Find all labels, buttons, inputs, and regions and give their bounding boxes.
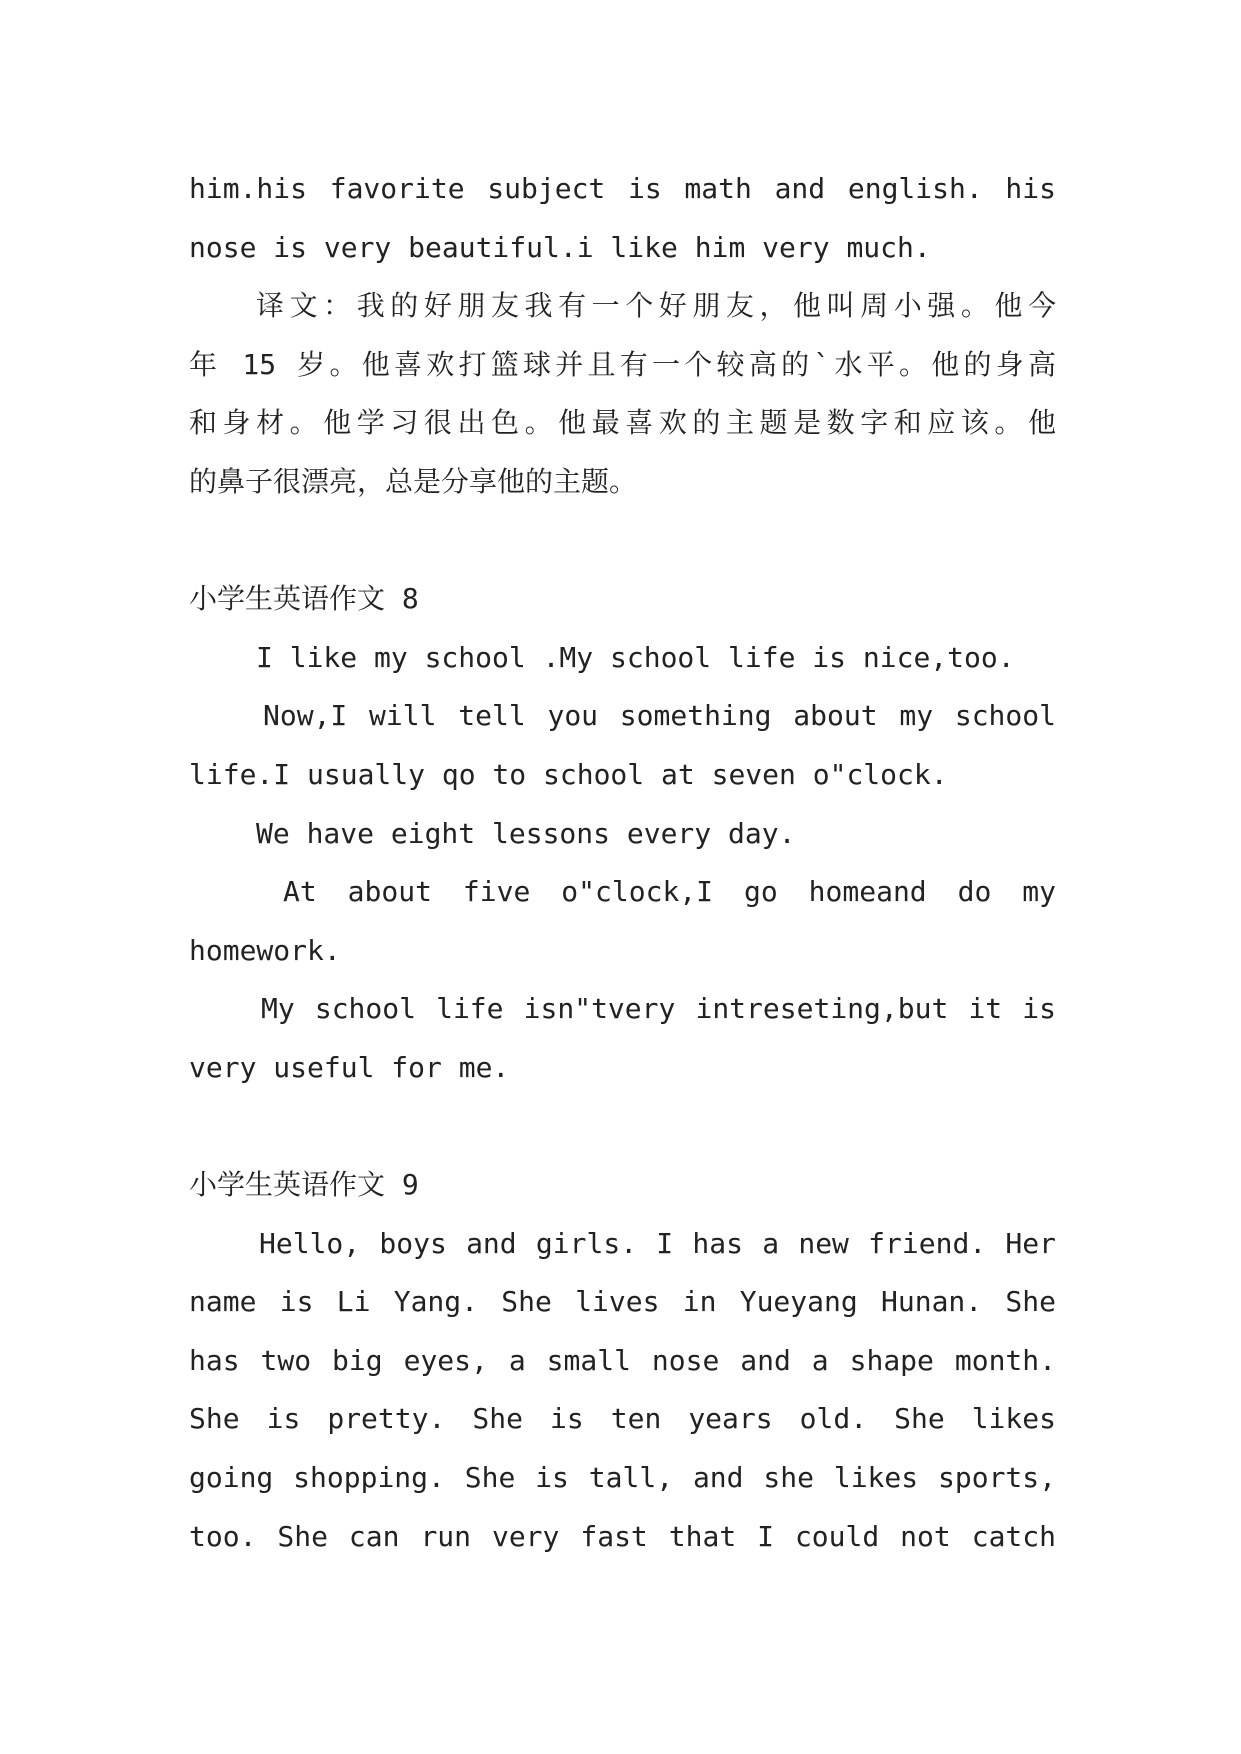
text-line: life.I usually qo to school at seven o"clock. — [189, 757, 948, 791]
text-line: Now,I will tell you something about my school — [263, 699, 1056, 733]
text-line: him.his favorite subject is math and english. his — [189, 172, 1056, 205]
text-line: I like my school .My school life is nice,too. — [256, 640, 1015, 674]
text-line: has two big eyes, a small nose and a shape month. — [189, 1343, 1056, 1377]
text-line: homework. — [189, 933, 341, 967]
translation-paragraph: 译文：我的好朋友我有一个好朋友，他叫周小强。他今 — [256, 289, 1056, 323]
text-line: going shopping. She is tall, and she likes sports, — [189, 1461, 1056, 1495]
text-line: nose is very beautiful.i like him very much. — [189, 230, 931, 264]
section-heading-essay-9: 小学生英语作文 9 — [189, 1168, 419, 1202]
text-line: At about five o"clock,I go homeand do my — [283, 875, 1056, 909]
text-line: She is pretty. She is ten years old. She likes — [189, 1402, 1056, 1436]
text-line: We have eight lessons every day. — [256, 816, 796, 850]
document-body — [189, 160, 1056, 1566]
text-line: 的鼻子很漂亮，总是分享他的主题。 — [189, 464, 638, 498]
text-line: 和身材。他学习很出色。他最喜欢的主题是数字和应该。他 — [189, 406, 1056, 440]
text-line: too. She can run very fast that I could not catch — [189, 1519, 1056, 1553]
text-line: Hello, boys and girls. I has a new friend. Her — [259, 1226, 1056, 1260]
text-line: name is Li Yang. She lives in Yueyang Hunan. She — [189, 1285, 1056, 1319]
section-heading-essay-8: 小学生英语作文 8 — [189, 582, 419, 616]
text-line: 年 15 岁。他喜欢打篮球并且有一个较高的`水平。他的身高 — [189, 347, 1056, 381]
text-line: My school life isn"tvery intreseting,but it is — [261, 992, 1056, 1026]
text-line: very useful for me. — [189, 1050, 510, 1084]
